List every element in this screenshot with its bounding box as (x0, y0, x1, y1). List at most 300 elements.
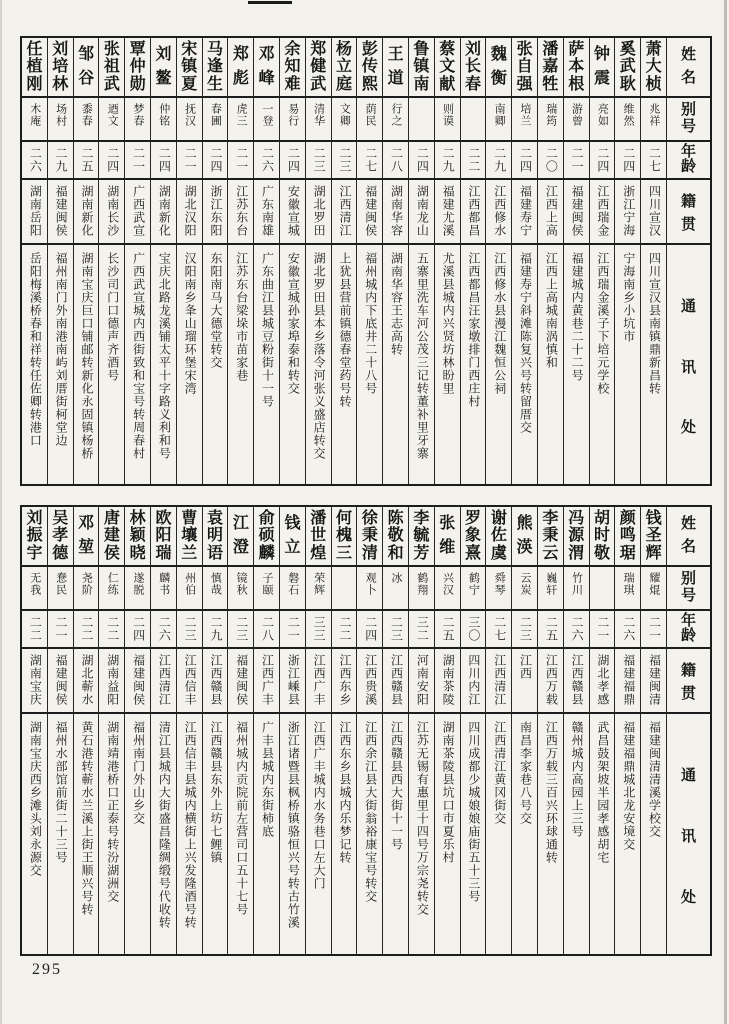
person-name-cell (538, 38, 563, 98)
person-name: 张 维 (439, 515, 456, 556)
person-age-cell (99, 611, 124, 649)
person-address: 江苏无锡有惠里十四号万宗尧转交 (415, 721, 430, 916)
person-native-place-cell (486, 180, 511, 245)
person-address: 安徽宣城孙家埠泰和转交 (286, 252, 301, 395)
person-name-cell (125, 38, 150, 98)
person-column (150, 38, 176, 484)
person-alias: 耀焜 (647, 572, 660, 596)
person-alias: 虎三 (235, 103, 248, 127)
person-age: 二一 (647, 616, 662, 642)
person-address-cell (280, 714, 305, 954)
person-column (98, 38, 124, 484)
person-name-cell (538, 507, 563, 567)
person-alias: 兴汉 (441, 572, 454, 596)
person-name: 宋 镇 夏 (181, 40, 198, 93)
person-alias: 观卜 (364, 572, 377, 596)
person-native-place: 江西万载 (544, 654, 559, 706)
person-alias: 云炭 (518, 572, 531, 596)
person-address: 江西万载三百兴环球通转 (544, 721, 559, 864)
person-column (511, 38, 537, 484)
person-name-cell (641, 507, 666, 567)
person-alias: 遂脱 (131, 572, 144, 596)
person-name-cell (203, 38, 228, 98)
person-address-cell (409, 714, 434, 954)
person-name: 钟 震 (594, 46, 611, 87)
person-column (331, 507, 357, 954)
person-alias: 亮如 (596, 103, 609, 127)
scan-edge-right (724, 0, 727, 1024)
person-name: 欧 阳 瑞 (155, 509, 172, 562)
person-name: 杨 立 庭 (336, 40, 353, 93)
person-native-place-cell (590, 180, 615, 245)
person-name: 李 毓 芳 (413, 509, 430, 562)
person-native-place-cell (435, 649, 460, 714)
person-name: 余 知 难 (284, 40, 301, 93)
person-column (614, 38, 640, 484)
person-alias: 兆祥 (647, 103, 660, 127)
person-alias-cell (435, 567, 460, 611)
person-alias: 舜琴 (493, 572, 506, 596)
person-name: 江 澄 (232, 515, 249, 556)
person-native-place: 江西清江 (157, 654, 172, 706)
person-address-cell (564, 245, 589, 484)
person-address: 南昌李家巷八号交 (518, 721, 533, 825)
person-address-cell (151, 245, 176, 484)
person-age-cell (641, 611, 666, 649)
person-alias: 行之 (389, 103, 402, 127)
person-address-cell (486, 714, 511, 954)
person-name: 魏 衡 (490, 46, 507, 87)
person-native-place: 福建闽侯 (54, 185, 69, 237)
person-address-cell (228, 245, 253, 484)
person-address: 福建寿宁斜滩陈复兴号转留厝交 (518, 252, 533, 434)
person-age: 二一 (286, 616, 301, 642)
person-alias-cell (228, 98, 253, 142)
person-alias-cell (48, 98, 73, 142)
person-age: 二一 (54, 616, 69, 642)
person-alias-cell (22, 98, 47, 142)
person-native-place: 广东南雄 (260, 185, 275, 237)
person-alias-cell (512, 567, 537, 611)
person-age-cell (538, 611, 563, 649)
person-native-place-cell (486, 649, 511, 714)
person-native-place-cell (409, 649, 434, 714)
person-native-place: 广西武宣 (131, 185, 146, 237)
person-age-cell (177, 142, 202, 180)
person-name-cell (203, 507, 228, 567)
person-age-cell (383, 611, 408, 649)
header-native-place-cell (667, 180, 710, 245)
person-name: 谢 佐 虞 (490, 509, 507, 562)
person-column (305, 38, 331, 484)
person-column (563, 38, 589, 484)
person-address-cell (254, 245, 279, 484)
person-native-place-cell (332, 180, 357, 245)
person-native-place: 福建福鼎 (621, 654, 636, 706)
person-name: 袁 明 语 (207, 509, 224, 562)
person-native-place: 浙江东阳 (208, 185, 223, 237)
person-age: 二三 (518, 616, 533, 642)
person-column (563, 507, 589, 954)
header-name-label: 姓 名 (680, 47, 696, 86)
person-age: 二七 (492, 616, 507, 642)
person-alias: 场村 (54, 103, 67, 127)
person-native-place-cell (22, 180, 47, 245)
person-alias: 州伯 (183, 572, 196, 596)
person-age: 二一 (234, 147, 249, 173)
person-alias: 培兰 (518, 103, 531, 127)
person-alias-cell (99, 567, 124, 611)
person-native-place-cell (512, 180, 537, 245)
person-native-place: 浙江嵊县 (286, 654, 301, 706)
person-name: 颜 鸣 琚 (619, 509, 636, 562)
person-age-cell (357, 142, 382, 180)
person-age: 二七 (363, 147, 378, 173)
person-name-cell (280, 507, 305, 567)
person-alias: 磐石 (286, 572, 299, 596)
person-address: 四川成都少城娘娘庙街五十三号 (466, 721, 481, 903)
person-native-place: 湖南岳阳 (28, 185, 43, 237)
person-address-cell (99, 245, 124, 484)
person-name: 奚 武 耿 (619, 40, 636, 93)
person-age-cell (409, 611, 434, 649)
person-age-cell (590, 142, 615, 180)
person-native-place-cell (48, 649, 73, 714)
person-age-cell (22, 611, 47, 649)
person-alias-cell (306, 98, 331, 142)
person-native-place: 河南安阳 (415, 654, 430, 706)
person-age-cell (615, 142, 640, 180)
person-name-cell (383, 507, 408, 567)
person-native-place: 浙江宁海 (621, 185, 636, 237)
person-native-place: 湖南益阳 (105, 654, 120, 706)
person-address: 福建闽清清溪学校交 (647, 721, 662, 838)
person-address: 东阳南马大德堂转交 (208, 252, 223, 369)
person-column (434, 38, 460, 484)
person-name-cell (151, 507, 176, 567)
person-address-cell (512, 714, 537, 954)
person-native-place-cell (280, 649, 305, 714)
person-column (73, 507, 99, 954)
person-native-place-cell (306, 180, 331, 245)
person-address: 赣州城内高园上三号 (570, 721, 585, 838)
person-address-cell (177, 714, 202, 954)
person-age: 三〇 (466, 616, 481, 642)
person-native-place-cell (254, 649, 279, 714)
person-name: 俞 硕 麟 (258, 509, 275, 562)
person-alias-cell (99, 98, 124, 142)
person-age-cell (409, 142, 434, 180)
person-address-cell (99, 714, 124, 954)
person-address: 江苏东台梁垛市苗家巷 (234, 252, 249, 382)
person-name-cell (125, 507, 150, 567)
person-age-cell (357, 611, 382, 649)
person-age-cell (332, 142, 357, 180)
person-alias-cell (512, 98, 537, 142)
person-alias: 鹤翔 (415, 572, 428, 596)
person-alias-cell (641, 98, 666, 142)
person-address: 江西都昌汪家墩排门西庄村 (466, 252, 481, 408)
person-name-cell (383, 38, 408, 98)
person-native-place-cell (177, 649, 202, 714)
person-alias: 竹川 (570, 572, 583, 596)
person-address-cell (538, 714, 563, 954)
person-age: 二六 (157, 616, 172, 642)
person-native-place-cell (203, 180, 228, 245)
person-column (589, 507, 615, 954)
header-alias-label: 别 号 (680, 570, 696, 605)
person-address-cell (435, 714, 460, 954)
person-column (22, 38, 47, 484)
person-address-cell (357, 245, 382, 484)
person-name-cell (512, 38, 537, 98)
person-address: 江西广丰城内水务巷口左大门 (312, 721, 327, 890)
person-name-cell (590, 38, 615, 98)
person-column (331, 38, 357, 484)
person-address-cell (203, 245, 228, 484)
person-alias: 梦春 (131, 103, 144, 127)
person-address: 尤溪县城内兴贤坊林盼里 (441, 252, 456, 395)
person-address: 汉阳南乡夆山瑠环堡宋湾 (183, 252, 198, 395)
header-name-cell (667, 507, 710, 567)
person-name: 唐 建 侯 (103, 509, 120, 562)
person-address: 福州城内下底井二十八号 (363, 252, 378, 395)
person-address-cell (203, 714, 228, 954)
person-name-cell (641, 38, 666, 98)
person-native-place: 江苏东台 (234, 185, 249, 237)
person-address: 湖南茶陵县坑口市夏乐村 (441, 721, 456, 864)
person-age-cell (151, 142, 176, 180)
person-age-cell (125, 142, 150, 180)
person-alias: 仁练 (106, 572, 119, 596)
person-name: 郑 彪 (232, 46, 249, 87)
person-native-place: 湖北罗田 (312, 185, 327, 237)
person-age-cell (486, 142, 511, 180)
person-native-place-cell (564, 180, 589, 245)
person-alias: 易行 (286, 103, 299, 127)
person-column (614, 507, 640, 954)
person-alias-cell (280, 567, 305, 611)
person-native-place: 湖北孝感 (595, 654, 610, 706)
person-age: 二四 (286, 147, 301, 173)
person-age: 二一 (131, 147, 146, 173)
person-age-cell (641, 142, 666, 180)
person-column (47, 507, 73, 954)
person-native-place-cell (99, 649, 124, 714)
person-column (640, 38, 666, 484)
person-alias-cell (461, 98, 486, 142)
person-native-place: 四川内江 (466, 654, 481, 706)
person-alias-cell (177, 567, 202, 611)
person-age: 二三 (337, 147, 352, 173)
person-age-cell (615, 611, 640, 649)
person-column (253, 507, 279, 954)
person-name-cell (564, 507, 589, 567)
person-alias: 仲铭 (157, 103, 170, 127)
person-column (202, 38, 228, 484)
person-age: 二四 (157, 147, 172, 173)
person-native-place: 江西贵溪 (363, 654, 378, 706)
header-native-place-label: 籍 贯 (680, 663, 696, 702)
person-native-place-cell (48, 180, 73, 245)
person-address-cell (306, 714, 331, 954)
person-age: 二一 (183, 147, 198, 173)
person-alias-cell (177, 98, 202, 142)
person-address: 福建福鼎城北龙安境交 (621, 721, 636, 851)
person-address-cell (125, 714, 150, 954)
person-native-place-cell (538, 649, 563, 714)
person-name: 钱 圣 辉 (645, 509, 662, 562)
person-native-place: 湖北汉阳 (183, 185, 198, 237)
person-native-place: 江西赣县 (570, 654, 585, 706)
directory-table-top (20, 36, 712, 486)
person-address: 四川宣汉县南镇鼎新昌转 (647, 252, 662, 395)
person-address-cell (74, 245, 99, 484)
person-age: 二三 (312, 147, 327, 173)
person-name: 刘 鳌 (155, 46, 172, 87)
person-native-place-cell (461, 180, 486, 245)
person-column (511, 507, 537, 954)
person-address: 福州水部馆前街二十三号 (54, 721, 69, 864)
person-address-cell (435, 245, 460, 484)
person-age: 三二 (415, 616, 430, 642)
person-name: 熊 渶 (516, 515, 533, 556)
person-age-cell (22, 142, 47, 180)
person-column (434, 507, 460, 954)
person-column (202, 507, 228, 954)
person-age: 二四 (363, 616, 378, 642)
person-address-cell (461, 714, 486, 954)
person-native-place: 湖南宝庆 (28, 654, 43, 706)
person-address-cell (615, 714, 640, 954)
person-alias-cell (228, 567, 253, 611)
person-name-cell (151, 38, 176, 98)
person-native-place: 福建寿宁 (518, 185, 533, 237)
person-alias-cell (280, 98, 305, 142)
person-name: 李 秉 云 (542, 509, 559, 562)
person-age: 二二 (28, 616, 43, 642)
person-address-cell (280, 245, 305, 484)
person-address-cell (125, 245, 150, 484)
person-address: 江西信丰县城内横街上兴发隆酒号转 (183, 721, 198, 929)
person-native-place: 湖南茶陵 (441, 654, 456, 706)
person-native-place-cell (357, 180, 382, 245)
person-name-cell (357, 38, 382, 98)
person-age-cell (177, 611, 202, 649)
person-alias-cell (306, 567, 331, 611)
person-name: 马 逢 生 (207, 40, 224, 93)
person-age-cell (538, 142, 563, 180)
person-name-cell (590, 507, 615, 567)
person-age: 二九 (492, 147, 507, 173)
header-address-cell (667, 714, 710, 954)
person-address-cell (74, 714, 99, 954)
person-alias: 瑞筠 (544, 103, 557, 127)
person-address: 江西赣县东外上坊七鲤镇 (208, 721, 223, 864)
person-alias-cell (125, 567, 150, 611)
person-age-cell (74, 142, 99, 180)
person-name-cell (99, 507, 124, 567)
person-alias-cell (590, 567, 615, 611)
header-alias-cell (667, 567, 710, 611)
person-alias-cell (125, 98, 150, 142)
person-native-place-cell (641, 649, 666, 714)
header-age-cell (667, 611, 710, 649)
person-native-place-cell (125, 180, 150, 245)
person-address: 武昌鼓架坡半园孝感胡宅 (595, 721, 610, 864)
person-alias: 维然 (622, 103, 635, 127)
person-native-place-cell (151, 649, 176, 714)
person-address: 上犹县营前镇德春堂药号转 (337, 252, 352, 408)
person-name: 邓 峰 (258, 46, 275, 87)
person-address-cell (48, 245, 73, 484)
person-name-cell (435, 507, 460, 567)
person-age-cell (125, 611, 150, 649)
person-native-place-cell (306, 649, 331, 714)
person-name-cell (486, 38, 511, 98)
header-alias-cell (667, 98, 710, 142)
person-alias-cell (409, 98, 434, 142)
person-alias: 春圃 (209, 103, 222, 127)
person-name: 刘 振 宇 (26, 509, 43, 562)
person-native-place: 江西上高 (544, 185, 559, 237)
person-column (73, 38, 99, 484)
person-name: 刘 培 林 (52, 40, 69, 93)
person-name-cell (228, 507, 253, 567)
person-column (305, 507, 331, 954)
person-address: 五寨里洗车河公茂三记转董补里牙寨 (415, 252, 430, 460)
person-alias: 瑞琪 (622, 572, 635, 596)
person-column (382, 507, 408, 954)
header-age-label: 年 龄 (680, 612, 696, 645)
person-address-cell (461, 245, 486, 484)
person-name-cell (332, 507, 357, 567)
person-alias-cell (486, 98, 511, 142)
person-age: 二四 (131, 616, 146, 642)
person-alias: 子颐 (260, 572, 273, 596)
person-age: 二二 (79, 616, 94, 642)
person-name-cell (228, 38, 253, 98)
person-name: 覃 仲 勋 (129, 40, 146, 93)
person-age-cell (203, 142, 228, 180)
person-name-cell (306, 38, 331, 98)
person-name-cell (357, 507, 382, 567)
person-name: 任 植 刚 (26, 40, 43, 93)
person-age-cell (254, 611, 279, 649)
person-alias-cell (74, 567, 99, 611)
person-address-cell (332, 245, 357, 484)
person-column (98, 507, 124, 954)
person-native-place-cell (74, 649, 99, 714)
person-address: 宝庆北路龙溪铺太平十字路义利和号 (157, 252, 172, 460)
person-address: 湖南华容王志高转 (389, 252, 404, 356)
person-column (150, 507, 176, 954)
person-address-cell (22, 714, 47, 954)
person-name-cell (332, 38, 357, 98)
person-alias-cell (357, 98, 382, 142)
person-name: 鲁 镇 南 (413, 40, 430, 93)
person-age-cell (332, 611, 357, 649)
person-address-cell (409, 245, 434, 484)
person-alias-cell (383, 567, 408, 611)
person-age-cell (461, 611, 486, 649)
person-column (640, 507, 666, 954)
person-native-place: 福建闽清 (647, 654, 662, 706)
person-name: 陈 敬 和 (387, 509, 404, 562)
header-name-cell (667, 38, 710, 98)
person-name: 何 槐 三 (336, 509, 353, 562)
person-age: 二八 (260, 616, 275, 642)
